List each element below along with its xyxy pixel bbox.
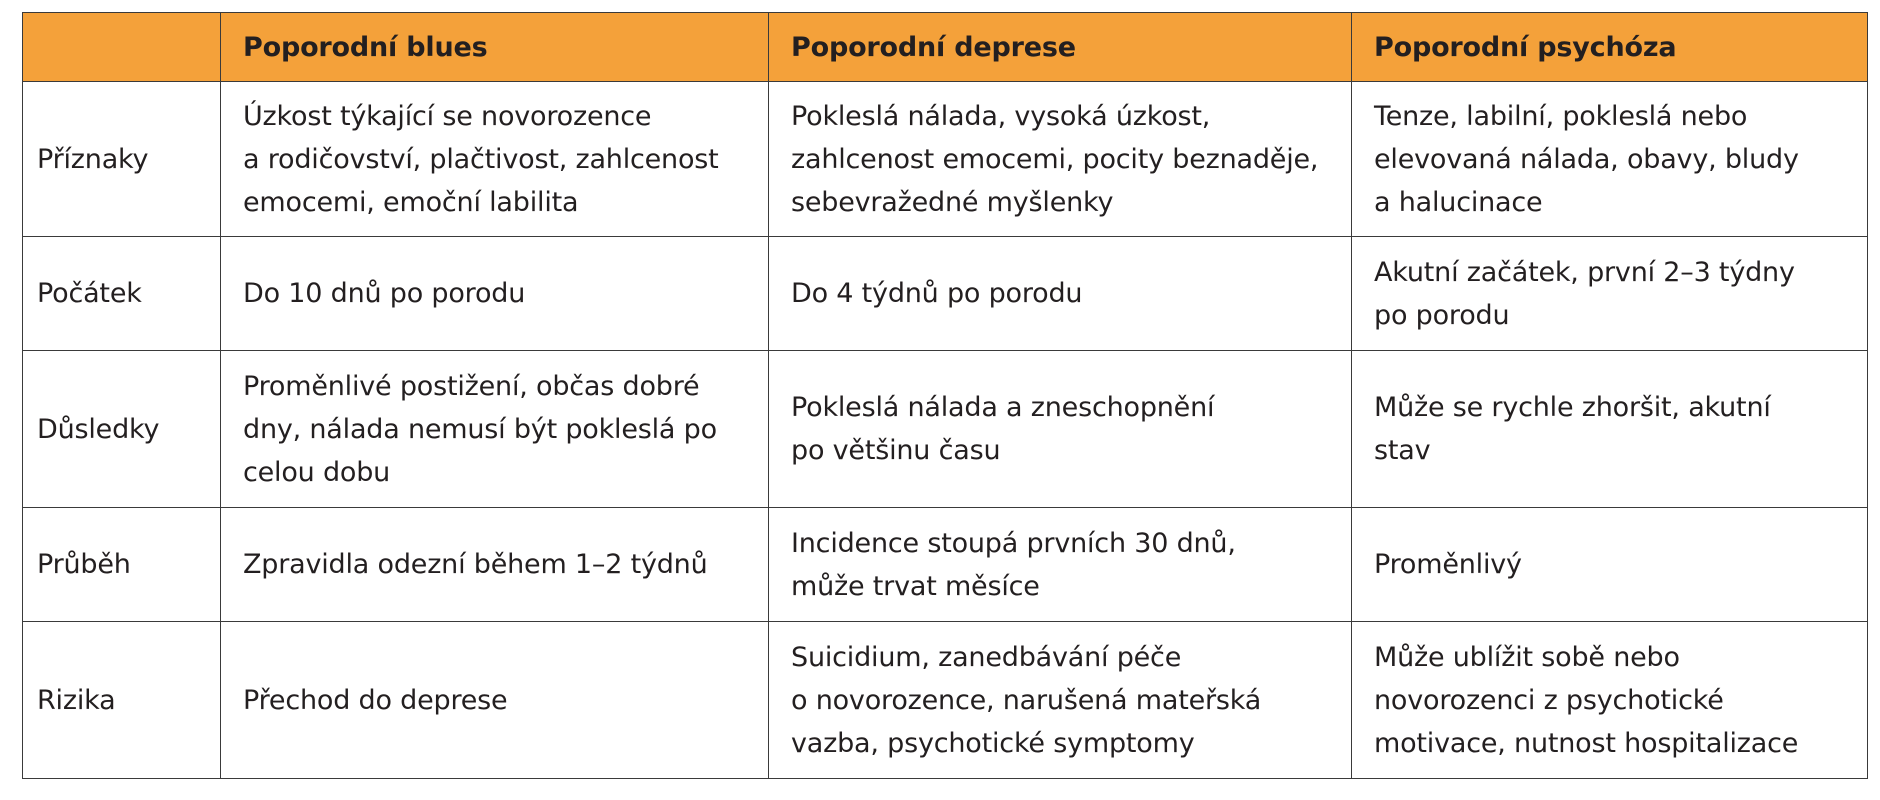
row-label-dusledky: Důsledky	[23, 351, 221, 508]
table-cell: Tenze, labilní, pokleslá nebo elevovaná nálada, obavy, bludy a halucinace	[1352, 82, 1868, 237]
row-label-pocatek: Počátek	[23, 237, 221, 351]
table-header-row	[23, 13, 1868, 82]
row-label-rizika: Rizika	[23, 622, 221, 779]
table-cell: Do 4 týdnů po porodu	[769, 237, 1352, 351]
table-cell: Může ublížit sobě nebo novorozenci z psychotické motivace, nutnost hospitalizace	[1352, 622, 1868, 779]
table-cell: Úzkost týkající se novorozence a rodičovství, plačtivost, zahlcenost emocemi, emoční labilita	[221, 82, 769, 237]
table-cell: Zpravidla odezní během 1–2 týdnů	[221, 508, 769, 622]
table-cell: Pokleslá nálada a zneschopnění po většinu času	[769, 351, 1352, 508]
table-cell: Proměnlivé postižení, občas dobré dny, nálada nemusí být pokleslá po celou dobu	[221, 351, 769, 508]
row-label-prubeh: Průběh	[23, 508, 221, 622]
table-cell: Proměnlivý	[1352, 508, 1868, 622]
header-poporodni-deprese: Poporodní deprese	[769, 13, 1352, 82]
table-cell: Přechod do deprese	[221, 622, 769, 779]
table-cell: Suicidium, zanedbávání péče o novorozence, narušená mateřská vazba, psychotické symptomy	[769, 622, 1352, 779]
table-cell: Incidence stoupá prvních 30 dnů, může trvat měsíce	[769, 508, 1352, 622]
table-row	[23, 237, 1868, 351]
table-cell: Do 10 dnů po porodu	[221, 237, 769, 351]
header-poporodni-psychoza: Poporodní psychóza	[1352, 13, 1868, 82]
table-row	[23, 508, 1868, 622]
header-poporodni-blues: Poporodní blues	[221, 13, 769, 82]
row-label-priznaky: Příznaky	[23, 82, 221, 237]
table-cell: Akutní začátek, první 2–3 týdny po porodu	[1352, 237, 1868, 351]
header-corner-cell	[23, 13, 221, 82]
table-row	[23, 82, 1868, 237]
table-row	[23, 351, 1868, 508]
table-cell: Pokleslá nálada, vysoká úzkost, zahlcenost emocemi, pocity beznaděje, sebevražedné myšlenky	[769, 82, 1352, 237]
table-cell: Může se rychle zhoršit, akutní stav	[1352, 351, 1868, 508]
table-row	[23, 622, 1868, 779]
postpartum-comparison-table	[22, 12, 1868, 779]
